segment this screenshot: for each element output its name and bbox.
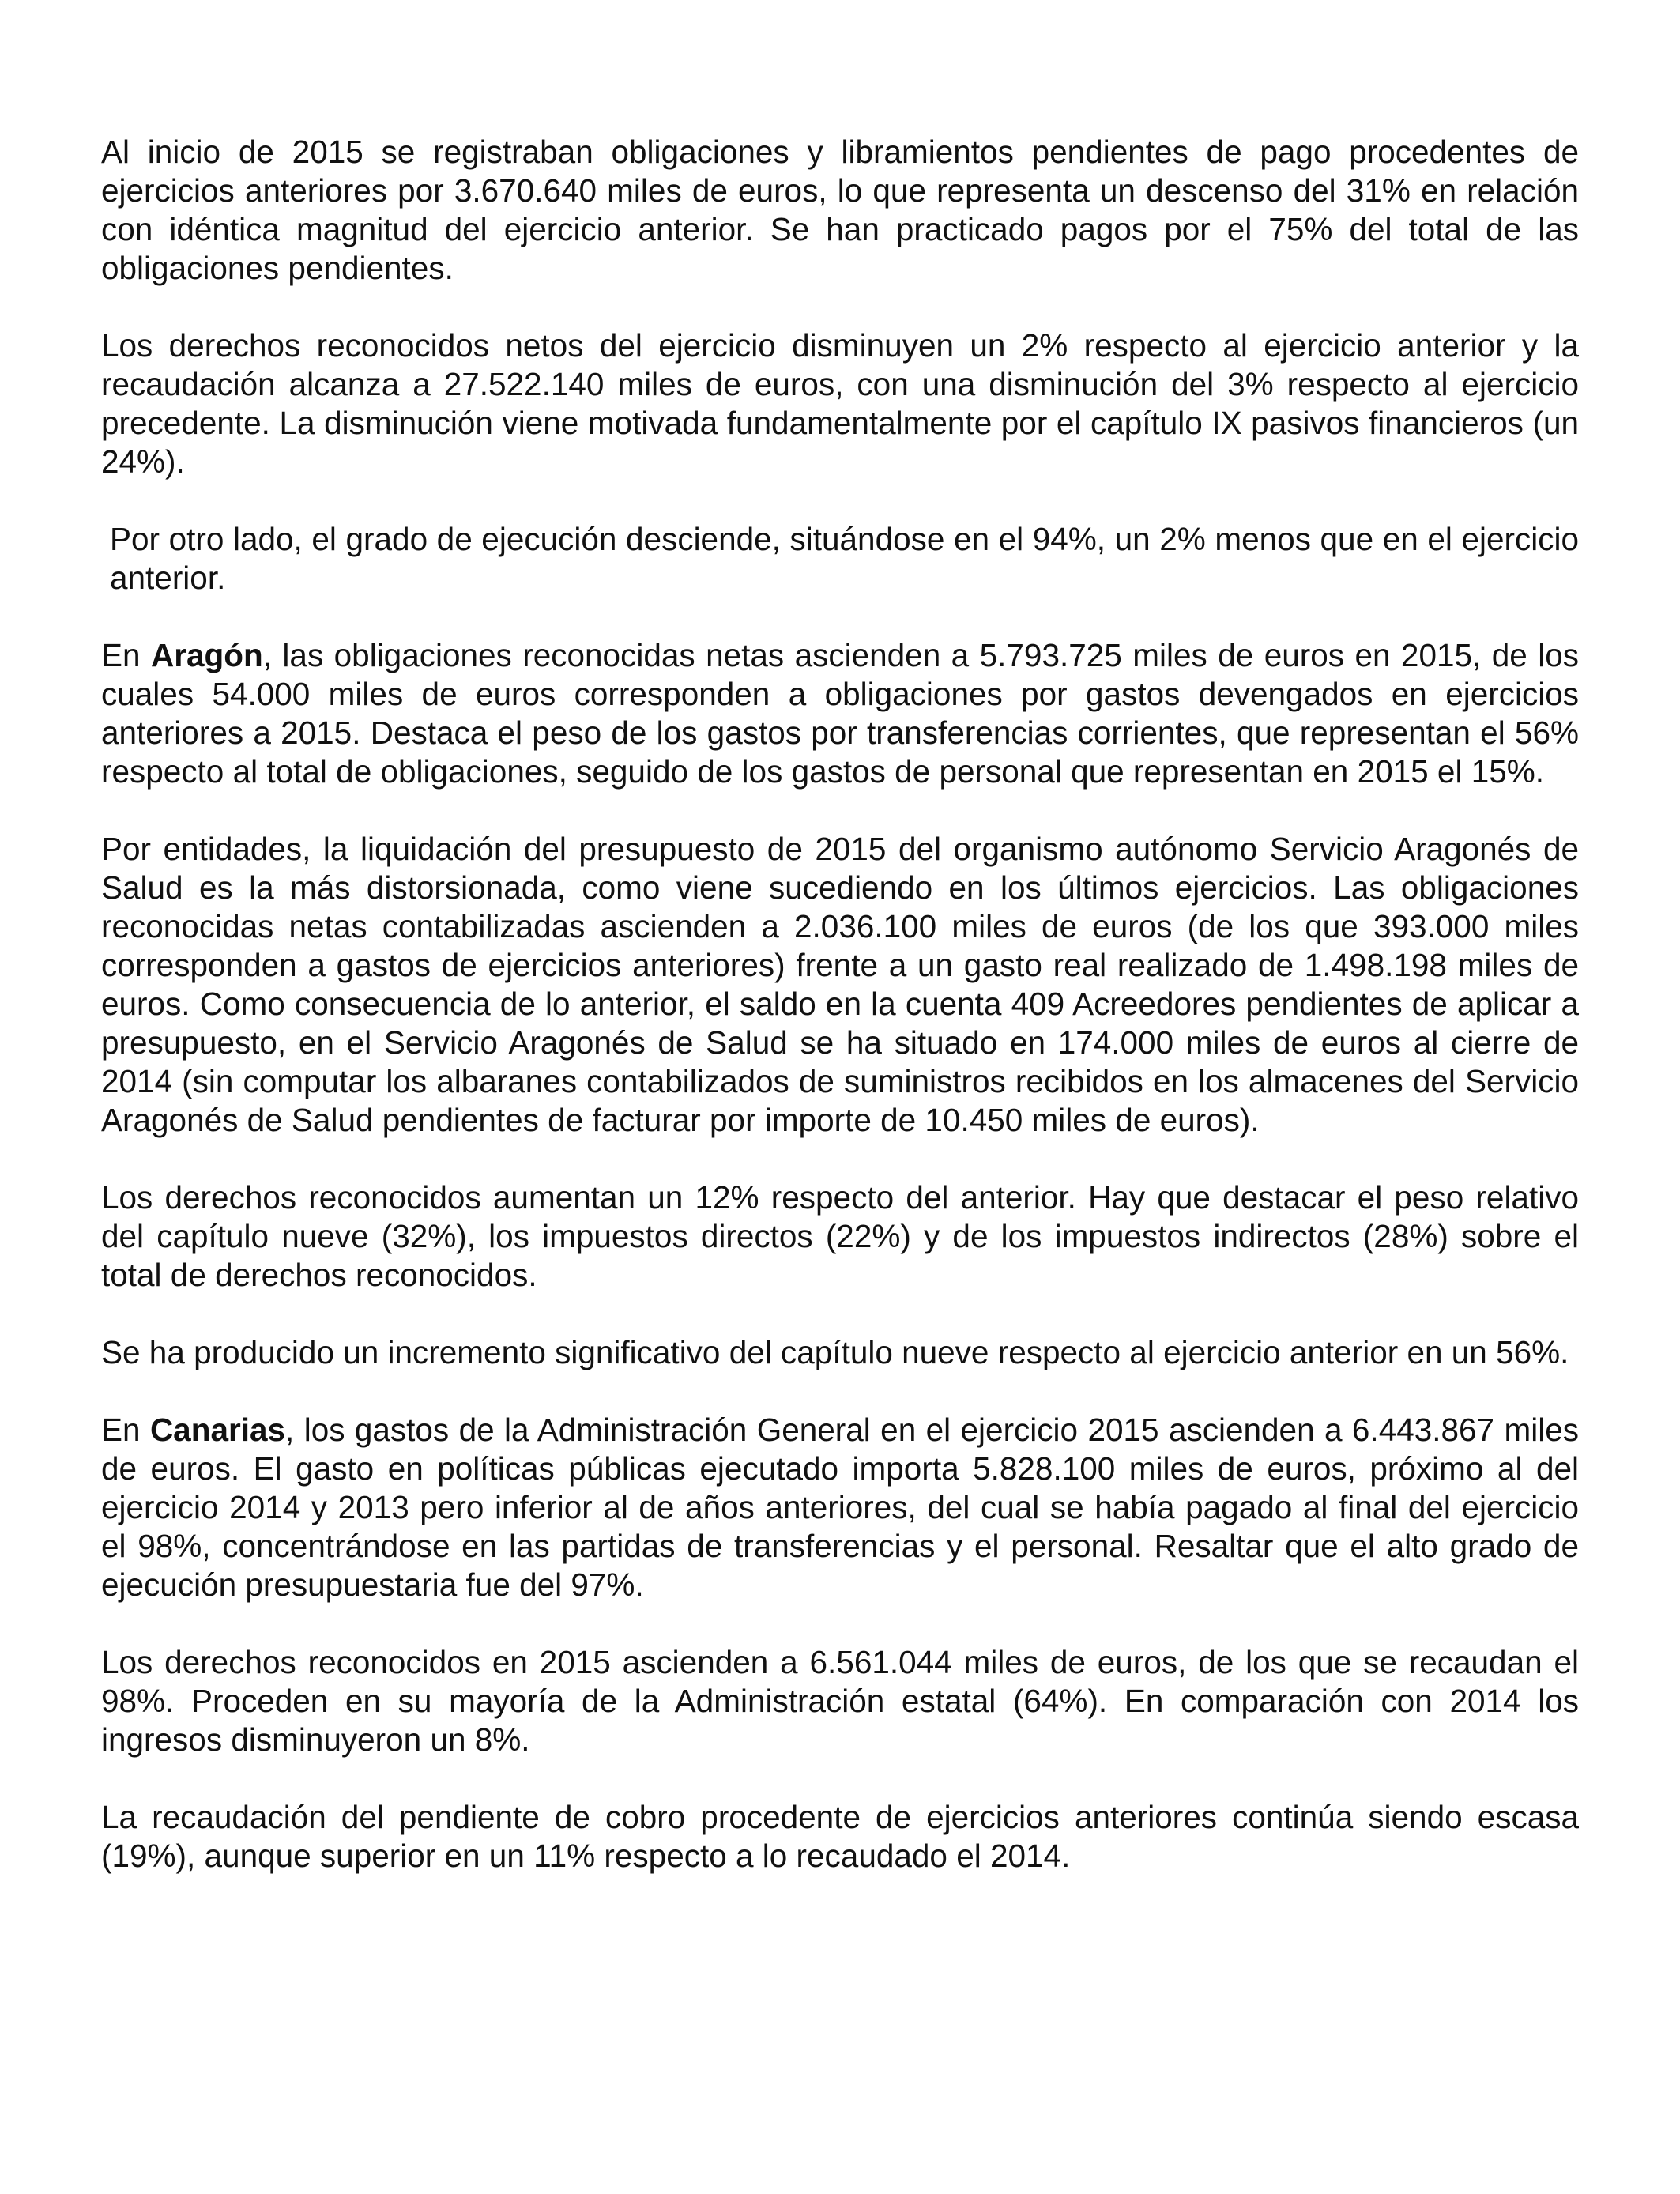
paragraph-grado-ejecucion: Por otro lado, el grado de ejecución desciende, situándose en el 94%, un 2% menos que en el ejercicio anterior. <box>110 521 1579 596</box>
region-name-canarias: Canarias <box>149 1412 286 1448</box>
paragraph-obligaciones-pendientes: Al inicio de 2015 se registraban obligaciones y libramientos pendientes de pago procedentes de ejercicios anteriores por 3.670.640 miles de euros, lo que representa un descenso del 31% en relación con idéntica magnitud del ejercicio anterior. Se han practicado pagos por el 75% del total de las obligaciones pendientes. <box>101 134 1579 286</box>
paragraph-canarias-derechos: Los derechos reconocidos en 2015 ascienden a 6.561.044 miles de euros, de los que se recaudan el 98%. Proceden en su mayoría de la Administración estatal (64%). En comparación con 2014 los ingresos disminuyeron un 8%. <box>101 1644 1579 1758</box>
paragraph-recaudacion-pendiente: La recaudación del pendiente de cobro procedente de ejercicios anteriores continúa siendo escasa (19%), aunque superior en un 11% respecto a lo recaudado el 2014. <box>101 1799 1579 1874</box>
paragraph-aragon-derechos: Los derechos reconocidos aumentan un 12% respecto del anterior. Hay que destacar el peso relativo del capítulo nueve (32%), los impuestos directos (22%) y de los impuestos indirectos (28%) sobre el total de derechos reconocidos. <box>101 1179 1579 1293</box>
paragraph-capitulo-nueve: Se ha producido un incremento significativo del capítulo nueve respecto al ejercicio anterior en un 56%. <box>101 1334 1569 1370</box>
paragraph-lead: En <box>101 1412 150 1448</box>
paragraph-canarias-gastos <box>101 1411 1579 1604</box>
document-page <box>101 133 1579 1914</box>
paragraph-servicio-aragones-salud: Por entidades, la liquidación del presupuesto de 2015 del organismo autónomo Servicio Aragonés de Salud es la más distorsionada, como viene sucediendo en los últimos ejercicios. Las obligaciones reconocidas netas contabilizadas ascienden a 2.036.100 miles de euros (de los que 393.000 miles corresponden a gastos de ejercicios anteriores) frente a un gasto real realizado de 1.498.198 miles de euros. Como consecuencia de lo anterior, el saldo en la cuenta 409 Acreedores pendientes de aplicar a presupuesto, en el Servicio Aragonés de Salud se ha situado en 174.000 miles de euros al cierre de 2014 (sin computar los albaranes contabilizados de suministros recibidos en los almacenes del Servicio Aragonés de Salud pendientes de facturar por importe de 10.450 miles de euros). <box>101 831 1579 1138</box>
paragraph-body: , los gastos de la Administración General en el ejercicio 2015 ascienden a 6.443.867 miles de euros. El gasto en políticas públicas ejecutado importa 5.828.100 miles de euros, próximo al del ejercicio 2014 y 2013 pero inferior al de años anteriores, del cual se había pagado al final del ejercicio el 98%, concentrándose en las partidas de transferencias y el personal. Resaltar que el alto grado de ejecución presupuestaria fue del 97%. <box>101 1412 1579 1603</box>
paragraph-derechos-reconocidos: Los derechos reconocidos netos del ejercicio disminuyen un 2% respecto al ejercicio anterior y la recaudación alcanza a 27.522.140 miles de euros, con una disminución del 3% respecto al ejercicio precedente. La disminución viene motivada fundamentalmente por el capítulo IX pasivos financieros (un 24%). <box>101 327 1579 480</box>
paragraph-aragon-obligaciones <box>101 636 1579 791</box>
paragraph-lead: En <box>101 637 151 673</box>
paragraph-body: , las obligaciones reconocidas netas ascienden a 5.793.725 miles de euros en 2015, de los cuales 54.000 miles de euros corresponden a obligaciones por gastos devengados en ejercicios anteriores a 2015. Destaca el peso de los gastos por transferencias corrientes, que representan el 56% respecto al total de obligaciones, seguido de los gastos de personal que representan en 2015 el 15%. <box>101 637 1579 790</box>
region-name-aragon: Aragón <box>150 637 263 673</box>
